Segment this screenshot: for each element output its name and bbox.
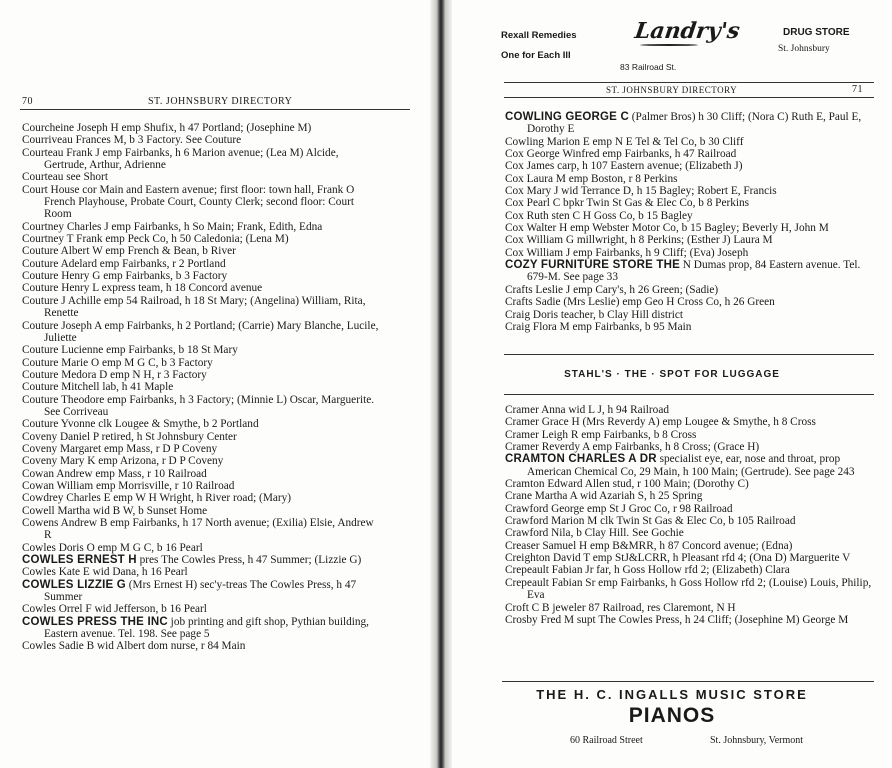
entry-text: Couture Albert W emp French & Bean, b River	[22, 245, 236, 258]
directory-entry	[22, 295, 384, 320]
directory-entry	[505, 247, 877, 259]
entry-text: specialist eye, ear, nose and throat, prop American Chemical Co, 29 Main, h 100 Main; (Gertrude). See page 243	[527, 453, 855, 478]
entry-text: Cramer Leigh R emp Fairbanks, b 8 Cross	[505, 428, 697, 441]
directory-entry	[505, 416, 877, 428]
entry-text: Couture Henry G emp Fairbanks, b 3 Factory	[22, 270, 228, 283]
entry-text: Cox William G millwright, h 8 Perkins; (Esther J) Laura M	[505, 234, 773, 247]
directory-entry	[505, 527, 877, 539]
right-header-rule-top	[504, 82, 874, 83]
entry-text: Creighton David T emp StJ&LCRR, h Pleasant rfd 4; (Ona D) Marguerite V	[505, 552, 851, 565]
entry-text: Coveny Daniel P retired, h St Johnsbury Center	[22, 430, 237, 443]
entry-bold-name: COWLES ERNEST H	[22, 554, 137, 567]
directory-entry	[505, 234, 877, 246]
entry-bold-name: COWLES PRESS THE INC	[22, 615, 168, 628]
entry-text: Couture Medora D emp N H, r 3 Factory	[22, 368, 207, 381]
entry-text: Crepeault Fabian Sr emp Fairbanks, h Goss Hollow rfd 2; (Louise) Louis, Philip, Eva	[505, 576, 872, 602]
entry-text: Coveny Mary K emp Arizona, r D P Coveny	[22, 455, 224, 468]
directory-entry	[22, 418, 384, 430]
directory-entry	[505, 490, 877, 502]
entry-text: Cowles Doris O emp M G C, b 16 Pearl	[22, 541, 203, 554]
directory-entry	[22, 282, 384, 294]
directory-entry	[505, 296, 877, 308]
directory-entry	[22, 134, 384, 146]
directory-entry	[505, 148, 877, 160]
one-for-each-ill: One for Each Ill	[501, 50, 571, 61]
entry-text: Cox Laura M emp Boston, r 8 Perkins	[505, 172, 678, 185]
entry-text: Courcheine Joseph H emp Shufix, h 47 Portland; (Josephine M)	[22, 122, 312, 134]
entry-text: Cowles Orrel F wid Jefferson, b 16 Pearl	[22, 603, 207, 616]
entry-text: Crawford Marion M clk Twin St Gas & Elec Co, b 105 Railroad	[505, 515, 796, 528]
directory-entry	[505, 453, 877, 478]
left-entries	[22, 122, 384, 653]
drug-store-city: St. Johnsbury	[778, 44, 830, 54]
entry-text: Couture Yvonne clk Lougee & Smythe, b 2 Portland	[22, 418, 259, 431]
entry-text: Couture Mitchell lab, h 41 Maple	[22, 381, 174, 394]
directory-entry	[22, 616, 384, 641]
entry-text: Couture Henry L express team, h 18 Concord avenue	[22, 282, 263, 295]
entry-text: Crawford George emp St J Groc Co, r 98 Railroad	[505, 502, 733, 515]
entry-text: Crafts Leslie J emp Cary's, h 26 Green; (Sadie)	[505, 283, 719, 296]
directory-entry	[22, 369, 384, 381]
entry-text: Croft C B jeweler 87 Railroad, res Claremont, N H	[505, 601, 736, 614]
directory-entry	[22, 468, 384, 480]
entry-text: Cowles Kate E wid Dana, h 16 Pearl	[22, 566, 188, 579]
entry-text: Cramer Anna wid L J, h 94 Railroad	[505, 404, 669, 416]
directory-entry	[22, 381, 384, 393]
entry-text: Cramer Reverdy A emp Fairbanks, h 8 Cross; (Grace H)	[505, 441, 760, 454]
right-page-number: 71	[852, 84, 863, 95]
entry-text: Cramer Grace H (Mrs Reverdy A) emp Lougee & Smythe, h 8 Cross	[505, 416, 816, 429]
entry-text: Couture Adelard emp Fairbanks, r 2 Portland	[22, 257, 226, 270]
entry-text: (Palmer Bros) h 30 Cliff; (Nora C) Ruth E, Paul E, Dorothy E	[527, 111, 862, 136]
directory-entry	[22, 443, 384, 455]
entry-text: Cowling Marion E emp N E Tel & Tel Co, b 30 Cliff	[505, 135, 744, 148]
right-entries-upper	[505, 111, 877, 333]
entry-text: Courtney Charles J emp Fairbanks, h So Main; Frank, Edith, Edna	[22, 220, 323, 233]
directory-entry	[22, 566, 384, 578]
ingalls-music-store: THE H. C. INGALLS MUSIC STORE	[536, 687, 808, 702]
entry-text: Courriveau Frances M, b 3 Factory. See Couture	[22, 134, 242, 147]
directory-entry	[22, 603, 384, 615]
entry-text: Cox Ruth sten C H Goss Co, b 15 Bagley	[505, 209, 693, 222]
entry-text: Cox George Winfred emp Fairbanks, h 47 Railroad	[505, 148, 737, 161]
entry-text: Crosby Fred M supt The Cowles Press, h 24 Cliff; (Josephine M) George M	[505, 613, 849, 626]
directory-entry	[505, 197, 877, 209]
entry-bold-name: COZY FURNITURE STORE THE	[505, 259, 680, 272]
entry-text: Cox James carp, h 107 Eastern avenue; (Elizabeth J)	[505, 160, 743, 173]
logo-underline	[640, 44, 698, 46]
entry-bold-name: COWLES LIZZIE G	[22, 578, 126, 591]
directory-entry	[505, 429, 877, 441]
ingalls-address: 60 Railroad Street	[570, 735, 643, 746]
directory-entry	[22, 270, 384, 282]
landrys-address: 83 Railroad St.	[620, 62, 677, 72]
directory-entry	[22, 394, 384, 419]
entry-text: Couture Joseph A emp Fairbanks, h 2 Portland; (Carrie) Mary Blanche, Lucile, Juliette	[22, 319, 379, 344]
directory-entry	[505, 210, 877, 222]
directory-entry	[22, 184, 384, 221]
directory-entry	[505, 564, 877, 576]
entry-text: Crawford Nila, b Clay Hill. See Gochie	[505, 527, 684, 540]
left-page	[0, 0, 430, 768]
directory-entry	[505, 478, 877, 490]
entry-text: Cowles Sadie B wid Albert dom nurse, r 84 Main	[22, 640, 246, 653]
entry-text: Couture J Achille emp 54 Railroad, h 18 St Mary; (Angelina) William, Rita, Renette	[22, 294, 366, 320]
directory-entry	[505, 185, 877, 197]
ingalls-rule	[502, 681, 874, 682]
entry-text: Courteau Frank J emp Fairbanks, h 6 Marion avenue; (Lea M) Alcide, Gertrude, Arthur, Adrienne	[22, 146, 339, 172]
directory-entry	[22, 505, 384, 517]
left-header-rule	[20, 109, 410, 110]
directory-entry	[22, 492, 384, 504]
directory-entry	[505, 503, 877, 515]
directory-entry	[22, 122, 384, 134]
directory-entry	[505, 552, 877, 564]
directory-entry	[505, 515, 877, 527]
entry-text: Cowdrey Charles E emp W H Wright, h River road; (Mary)	[22, 492, 292, 505]
directory-entry	[505, 284, 877, 296]
left-running-head: ST. JOHNSBURY DIRECTORY	[148, 96, 293, 107]
entry-text: Cramton Edward Allen stud, r 100 Main; (Dorothy C)	[505, 478, 749, 491]
entry-text: (Mrs Ernest H) sec'y-treas The Cowles Press, h 47 Summer	[44, 578, 357, 604]
directory-entry	[22, 233, 384, 245]
directory-entry	[22, 542, 384, 554]
stahls-luggage-ad: STAHL'S · THE · SPOT FOR LUGGAGE	[564, 369, 780, 380]
rexall-remedies: Rexall Remedies	[501, 30, 577, 41]
directory-entry	[22, 640, 384, 652]
book-gutter	[430, 0, 452, 768]
entry-text: Cowan Andrew emp Mass, r 10 Railroad	[22, 467, 207, 480]
entry-bold-name: COWLING GEORGE C	[505, 111, 629, 123]
directory-entry	[22, 480, 384, 492]
entry-text: Coveny Margaret emp Mass, r D P Coveny	[22, 442, 218, 455]
directory-entry	[505, 540, 877, 552]
directory-entry	[22, 258, 384, 270]
directory-entry	[505, 309, 877, 321]
left-page-number: 70	[22, 96, 33, 107]
directory-entry	[505, 602, 877, 614]
entry-text: Cox Walter H emp Webster Motor Co, b 15 Bagley; Beverly H, John M	[505, 222, 829, 235]
directory-entry	[22, 245, 384, 257]
directory-entry	[505, 160, 877, 172]
entry-text: N Dumas prop, 84 Eastern avenue. Tel. 679-M. See page 33	[527, 259, 861, 284]
entry-text: Couture Marie O emp M G C, b 3 Factory	[22, 356, 213, 369]
stahls-rule-top	[504, 354, 874, 355]
entry-text: Craig Flora M emp Fairbanks, b 95 Main	[505, 320, 692, 333]
right-page	[452, 0, 892, 768]
directory-entry	[505, 441, 877, 453]
directory-entry	[505, 577, 877, 602]
entry-text: Cowan William emp Morrisville, r 10 Railroad	[22, 479, 235, 492]
entry-text: Creaser Samuel H emp B&MRR, h 87 Concord avenue; (Edna)	[505, 539, 793, 552]
directory-entry	[22, 455, 384, 467]
directory-entry	[22, 554, 384, 566]
directory-entry	[22, 147, 384, 172]
entry-text: Courtney T Frank emp Peck Co, h 50 Caledonia; (Lena M)	[22, 233, 289, 246]
directory-entry	[505, 136, 877, 148]
directory-entry	[505, 259, 877, 284]
directory-entry	[22, 431, 384, 443]
directory-entry	[22, 579, 384, 604]
entry-text: Court House cor Main and Eastern avenue; first floor: town hall, Frank O French Playhouse, Probate Court, County Clerk; second floor: Court Room	[22, 183, 355, 221]
directory-entry	[505, 222, 877, 234]
right-header-rule-bottom	[504, 97, 874, 98]
entry-bold-name: CRAMTON CHARLES A DR	[505, 453, 657, 466]
right-running-head: ST. JOHNSBURY DIRECTORY	[606, 85, 738, 95]
directory-entry	[22, 344, 384, 356]
stahls-rule-bottom	[504, 394, 874, 395]
landrys-logo: Landry's	[633, 18, 742, 44]
ingalls-city: St. Johnsbury, Vermont	[710, 735, 804, 746]
right-entries-lower	[505, 404, 877, 626]
entry-text: Crane Martha A wid Azariah S, h 25 Spring	[505, 490, 703, 503]
entry-text: Crafts Sadie (Mrs Leslie) emp Geo H Cross Co, h 26 Green	[505, 296, 775, 309]
directory-entry	[505, 173, 877, 185]
entry-text: Cox Pearl C bpkr Twin St Gas & Elec Co, b 8 Perkins	[505, 197, 750, 210]
directory-entry	[505, 404, 877, 416]
entry-text: Couture Theodore emp Fairbanks, h 3 Factory; (Minnie L) Oscar, Marguerite. See Corriveau	[22, 393, 375, 418]
directory-entry	[505, 614, 877, 626]
pianos-heading: PIANOS	[628, 704, 716, 727]
entry-text: Cowell Martha wid B W, b Sunset Home	[22, 504, 208, 517]
entry-text: Cox William J emp Fairbanks, h 9 Cliff; (Eva) Joseph	[505, 246, 749, 259]
directory-entry	[22, 517, 384, 542]
directory-entry	[22, 171, 384, 183]
entry-text: Cox Mary J wid Terrance D, h 15 Bagley; Robert E, Francis	[505, 185, 777, 198]
entry-text: Craig Doris teacher, b Clay Hill district	[505, 308, 684, 321]
entry-text: job printing and gift shop, Pythian building, Eastern avenue. Tel. 198. See page 5	[44, 615, 370, 641]
directory-entry	[22, 357, 384, 369]
entry-text: Cowens Andrew B emp Fairbanks, h 17 North avenue; (Exilia) Elsie, Andrew R	[22, 517, 374, 542]
directory-entry	[22, 221, 384, 233]
entry-text: Crepeault Fabian Jr far, h Goss Hollow rfd 2; (Elizabeth) Clara	[505, 564, 790, 577]
entry-text: Courteau see Short	[22, 171, 108, 184]
directory-entry	[22, 320, 384, 345]
entry-text: Couture Lucienne emp Fairbanks, b 18 St Mary	[22, 344, 238, 357]
directory-entry	[505, 321, 877, 333]
drug-store-label: DRUG STORE	[783, 27, 850, 38]
directory-entry	[505, 111, 877, 136]
entry-text: pres The Cowles Press, h 47 Summer; (Lizzie G)	[136, 554, 362, 567]
